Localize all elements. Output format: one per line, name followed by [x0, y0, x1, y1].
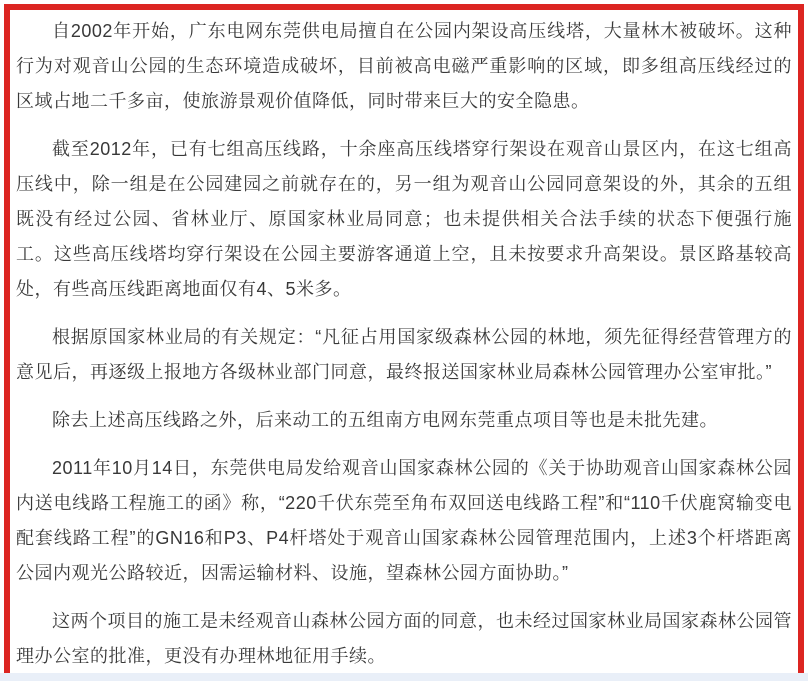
paragraph-3: 根据原国家林业局的有关规定：“凡征占用国家级森林公园的林地，须先征得经营管理方的意见后，再逐级上报地方各级林业部门同意，最终报送国家林业局森林公园管理办公室审批。” [16, 327, 792, 382]
paragraph-2: 截至2012年，已有七组高压线路，十余座高压线塔穿行架设在观音山景区内，在这七组高压线中，除一组是在公园建园之前就存在的，另一组为观音山公园同意架设的外，其余的五组既没有经过公园、省林业厅、原国家林业局同意；也未提供相关合法手续的状态下便强行施工。这些高压线塔均穿行架设在公园主要游客通道上空，且未按要求升高架设。景区路基较高处，有些高压线距离地面仅有4、5米多。 [16, 139, 792, 299]
paragraph-6: 这两个项目的施工是未经观音山森林公园方面的同意，也未经过国家林业局国家森林公园管理办公室的批准，更没有办理林地征用手续。 [16, 611, 792, 666]
paragraph-4: 除去上述高压线路之外，后来动工的五组南方电网东莞重点项目等也是未批先建。 [52, 410, 718, 430]
bottom-strip-divider [0, 673, 808, 681]
red-border-frame [4, 4, 804, 681]
paragraph-1: 自2002年开始，广东电网东莞供电局擅自在公园内架设高压线塔，大量林木被破坏。这种行为对观音山公园的生态环境造成破坏，目前被高电磁严重影响的区域，即多组高压线经过的区域占地二千多亩，使旅游景观价值降低，同时带来巨大的安全隐患。 [16, 21, 792, 111]
paragraph-5: 2011年10月14日，东莞供电局发给观音山国家森林公园的《关于协助观音山国家森林公园内送电线路工程施工的函》称，“220千伏东莞至角布双回送电线路工程”和“110千伏鹿窝输变电配套线路工程”的GN16和P3、P4杆塔处于观音山国家森林公园管理范围内，上述3个杆塔距离公园内观光公路较近，因需运输材料、设施，望森林公园方面协助。” [16, 458, 792, 583]
